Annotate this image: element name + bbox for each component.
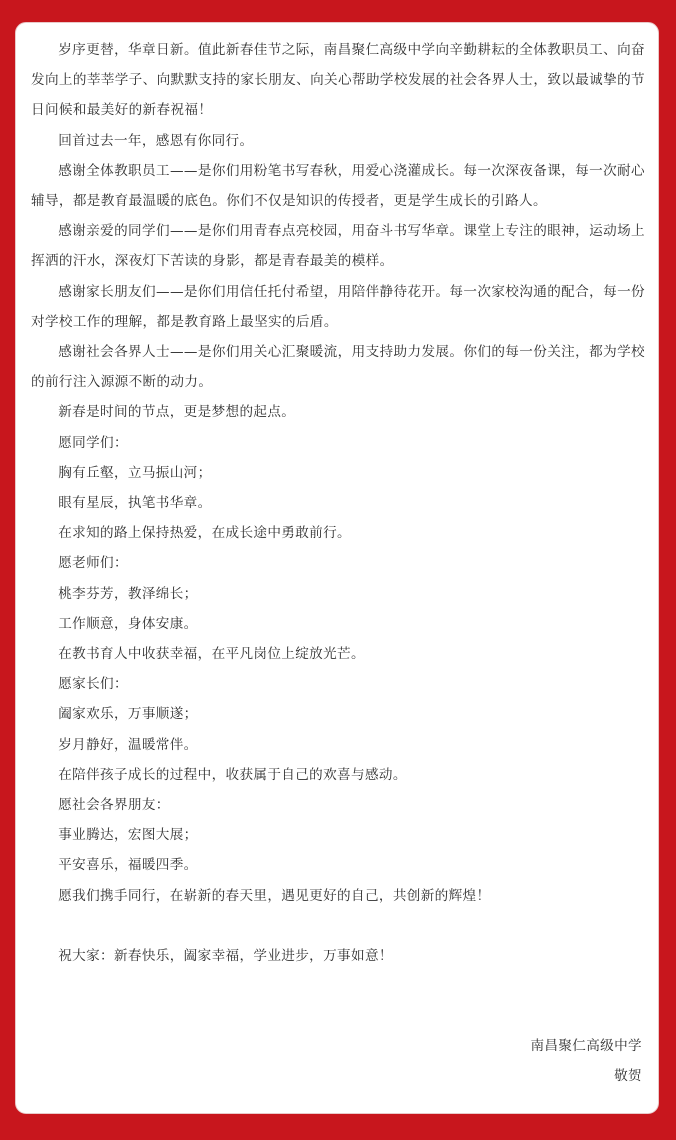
wish-line: 在陪伴孩子成长的过程中，收获属于自己的欢喜与感动。	[58, 766, 407, 783]
wish-heading-students: 愿同学们：	[58, 434, 128, 451]
letter-body	[31, 35, 645, 971]
paragraph-thanks-parents: 感谢家长朋友们——是你们用信任托付希望，用陪伴静待花开。每一次家校沟通的配合，每一份对学校工作的理解，都是教育路上最坚实的后盾。	[31, 283, 645, 330]
wish-line: 岁月静好，温暖常伴。	[58, 736, 198, 753]
paragraph-thanks-society: 感谢社会各界人士——是你们用关心汇聚暖流，用支持助力发展。你们的每一份关注，都为学校的前行注入源源不断的动力。	[31, 344, 645, 391]
signature-school: 南昌聚仁高级中学	[530, 1038, 642, 1054]
wish-line: 事业腾达，宏图大展；	[58, 827, 198, 844]
wish-line: 眼有星辰，执笔书华章。	[58, 495, 212, 512]
wish-heading-teachers: 愿老师们：	[58, 555, 128, 572]
paragraph-greeting: 岁序更替，华章日新。值此新春佳节之际，南昌聚仁高级中学向辛勤耕耘的全体教职员工、向奋发向上的莘莘学子、向默默支持的家长朋友、向关心帮助学校发展的社会各界人士，致以最诚挚的节日问候和最美好的新春祝福！	[31, 42, 645, 119]
paragraph-thanks-students: 感谢亲爱的同学们——是你们用青春点亮校园，用奋斗书写华章。课堂上专注的眼神，运动场上挥洒的汗水，深夜灯下苦读的身影，都是青春最美的模样。	[31, 223, 645, 270]
wish-line: 在求知的路上保持热爱，在成长途中勇敢前行。	[58, 525, 352, 542]
paragraph-together: 愿我们携手同行，在崭新的春天里，遇见更好的自己，共创新的辉煌！	[58, 887, 491, 904]
wish-line: 阖家欢乐，万事顺遂；	[58, 706, 198, 723]
wish-line: 工作顺意，身体安康。	[58, 615, 198, 632]
paragraph-new-year: 新春是时间的节点，更是梦想的起点。	[58, 404, 296, 421]
wish-line: 在教书育人中收获幸福，在平凡岗位上绽放光芒。	[58, 646, 365, 663]
wish-line: 胸有丘壑，立马振山河；	[58, 464, 212, 481]
wish-line: 平安喜乐，福暖四季。	[58, 857, 198, 874]
paragraph-review: 回首过去一年，感恩有你同行。	[58, 132, 254, 149]
paragraph-thanks-staff: 感谢全体教职员工——是你们用粉笔书写春秋，用爱心浇灌成长。每一次深夜备课，每一次耐心辅导，都是教育最温暖的底色。你们不仅是知识的传授者，更是学生成长的引路人。	[31, 162, 645, 210]
closing-wish: 祝大家：新春快乐，阖家幸福，学业进步，万事如意！	[58, 948, 393, 965]
wish-line: 桃李芬芳，教泽绵长；	[58, 585, 198, 602]
signature-salutation: 敬贺	[614, 1068, 642, 1085]
letter-card	[15, 22, 659, 1114]
wish-heading-parents: 愿家长们：	[58, 676, 128, 693]
signature-block	[530, 1031, 642, 1091]
spacer	[31, 911, 645, 941]
wish-heading-society: 愿社会各界朋友：	[58, 797, 170, 814]
